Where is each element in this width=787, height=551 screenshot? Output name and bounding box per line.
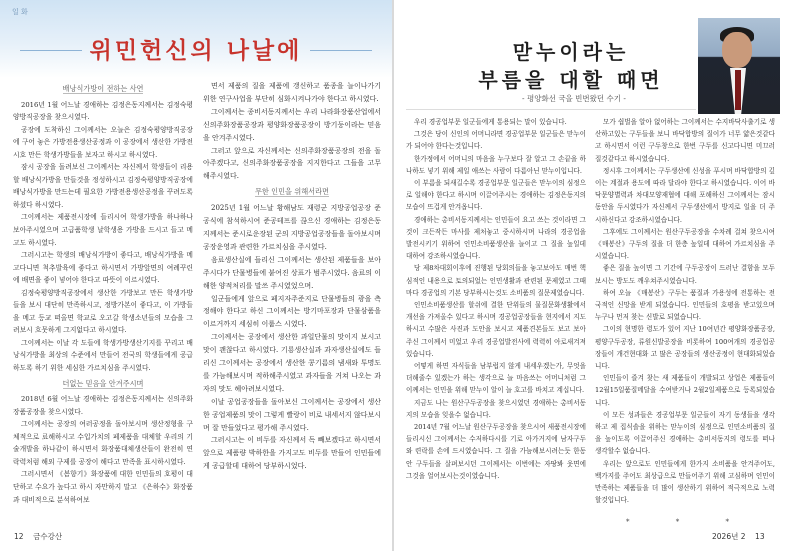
page-number: 13 [755,532,765,541]
article-title-line-1: 맏누이라는 [512,40,630,64]
paragraph: 이날 공업공장들을 돌아보신 그이께서는 공장에서 생산한 공업제품의 맛이 그렇게 빨랑이 비로 내세서지 않다보시며 잘 만들었다고 평가해 주시였다. [203,397,381,432]
left-footer [14,531,62,542]
paragraph: 2014년 7월 어느날 원산구두공장을 찾으시여 새품전시장에 들리시신 그이께서는 수저하다시를 기로 아가거지에 남자구두와 련락를 손에 드시였습니다. 그 질을 가늠해보시려는듯 한동안 구두들을 살펴보시던 그이께서는 이번에는 자땅봐 웃면에 그것을 얼어보시는것이였습니다. [406,423,586,480]
paragraph: 좋은 질을 높이면 그 기간에 구두공장이 드러난 결함을 모두 보시는 방도도 깨우쳐주시였습니다. [595,264,775,285]
paragraph: 경애하는 총비서동지께서는 인민들이 요고 쓰는 것이라면 그것이 크든작든 마사를 제처놓고 중시하시며 나라의 경공업을 발전시키기 위하여 인민소비품생산을 늘이고 그 질을 높일데 대하여 강조하시였습니다. [406,215,586,261]
right-column-2 [595,116,775,507]
paragraph: 어떻게 하면 자식들을 남부럽지 않게 내세우겠는가, 무엇을 더해줄수 있겠는가 하는 생각으로 늘 마음쓰는 어머니처럼 그이께서는 인민을 위해 맏누이 알이 늘 호고를 바치고 계십니다. [406,362,586,395]
paragraph: 인민들이 즐겨 찾는 새 제품들이 개발되고 상업은 제품들이 12월15일품질메달을 수여받거나 2월2일제품으로 등록되었습니다. [595,374,775,407]
author-photo [698,18,780,114]
article-title-line-2: 부름을 대할 때면 [478,68,664,92]
paragraph: 음료생산실에 들리신 그이께서는 생산된 제품들을 보아주시다가 단물병들에 붙여진 상표가 범주시였다. 음료의 이해한 양적처리를 말쓰 주시였었으며. [203,255,381,290]
paragraph: 그이께서는 공장의 여러공정을 돌아보시며 생산정형을 구체적으로 료해하시고 수입가치의 페제품을 대체할 우리의 기술개발을 하나같이 하시면서 화장품대체생산들이 완전히 연락력처럼 해외 구제를 공장이 해다고 만족을 표시하시였다. [13,420,193,466]
paragraph: 2025년 1월 어느날 황해남도 재령군 지방공업공장 준공식에 참석하시여 준공테프를 끊으신 경애하는 김정은동지께서는 준시로운장된 군의 지방공업공장들을 돌아보시며 공장운영과 관련한 가르치심을 주시였다. [203,204,381,251]
paragraph: 그이께서는 종비서동지께서는 우리 나라화장품산업에서 신의주화장품공장과 평양화장품공장이 방기둥이라는 믿음을 안겨주시였다. [203,107,381,142]
paragraph: 그이의 현명한 령도가 있어 지난 10여년간 평양화장품공장, 평양구두공장, 류원신발공장을 비롯하여 100여개의 경공업공장들이 개건현대화 고 많은 공장들의 생산공정이 현대화되었습니다. [595,325,775,371]
paragraph: 2018년 6월 어느날 경애하는 김정은동지께서는 신의주화장품공장을 찾으시였다. [13,395,193,416]
paragraph: 그것은 당이 신인의 어머니라면 경공업부문 일군들은 맏누이가 되어야 한다는것입니다. [406,130,586,151]
left-column-2 [203,80,381,473]
paragraph: 그이께서는 제품전시장에 들리시여 학생가방을 하나하나 보아주시였으며 고급품학생 날학생용 가방을 드시고 들고 메고도 하시였다. [13,213,193,247]
paragraph: 김정숙평양방직공장에서 생산한 가방보고 만든 학생가방들을 보시 대단히 만족하시고, 정방가본이 좋다고, 이 가방들을 메고 등교 떠올면 학교로 오고갈 학생소년들의 모습을 그려보시 흐뭇하게 그지없다고 하시였다. [13,288,193,335]
paragraph: 면서 제품의 질을 제품에 갱신하고 품종을 늘이나가기 위한 연구사업을 부단히 심화시켜나가야 한다고 하시였다. [203,82,381,103]
right-page [394,0,787,551]
left-page [0,0,392,551]
right-column-1 [406,116,586,482]
paragraph: 그러시고는 이 비두를 자신께서 독 빼보겠다고 하시면서 앞으로 제품량 박하한을 가지고도 비두를 만들어 인민들에게 공급할데 대하여 당부하시었다. [203,436,381,471]
paragraph: 모가 쉽벌을 알아 없어하는 그이께서는 수지바닥사출기로 생산하고있는 구두들을 보니 바닥합방의 질이가 너무 얇은것같다고 하시면서 이런 구두창으로 한번 구두를 신고다니면 미끄러질것같다고 하시였습니다. [595,118,775,163]
publication-name: 금수강산 [33,532,63,541]
paragraph: 일군들에게 앞으로 페지자주준지로 단물병들의 광을 측정해야 한다고 하신 그이께서는 방기마포장과 단물삼품을 이르거까지 세심히 이룹스 시였다. [203,294,381,329]
paragraph: 인민소비품생산를 할쉬에 결한 단위들의 물질문화생활에서 개선을 가져올수 있다고 하시며 경공업공장들을 현지에서 지도하시고 수많은 사진과 도안을 보시고 제품견본들도 보고 보아 주신 그이께서 미었고 우리 경공업발전사에 력력히 아로새겨져있습니다. [406,301,586,358]
paragraph: 이 모든 성과들은 경공업부문 일군들이 자기 동생들을 생각하고 제 집식솔을 위하는 맏누이의 심정으로 인민소비품의 질을 높이도록 이끌어주신 경애하는 총비서동지의 령도를 떠나 생각할수 없습니다. [595,410,775,456]
photo-tie [735,70,741,110]
right-footer [712,531,765,542]
paragraph: 한가정에서 어머니의 마음을 누구보다 잘 알고 그 손끝을 하나하도 넣기 위해 제일 애쓰는 사람이 다름아닌 맏누이입니다. [406,154,586,175]
paragraph: 우리는 앞으로도 인민들에게 한가지 소비품을 안겨주어도, 백가지를 주어도 최상급으로 만들어주기 위해 고심하며 인민이 만족하는 제품들을 더 많이 생산하기 위하여 적극적으로 노력할것입니다. [595,459,775,505]
article-title: 위민헌신의 나날에 [89,38,303,64]
subheading: 더없는 믿음을 안겨주시며 [62,378,144,388]
end-marker-stars: * * * [626,518,751,526]
section-tag: 일 화 [12,8,28,16]
paragraph: 우리 경공업부문 일군들에게 통용되는 말이 있습니다. [414,118,567,126]
paragraph: 지금도 나는 원산구두공장을 찾으시였던 경애하는 총비서동지의 모습을 잊을수 없습니다. [406,398,586,419]
paragraph: 공장에 도착하신 그이께서는 오늘은 김정숙평양방직공장에 구어 놓은 가방전용생산공정과 이 공장에서 생산한 가방전시호 만든 학생가방들을 보자고 하시고 하시였다. [13,125,193,159]
article-subtitle: - 평양화선 국을 빈번왔던 수기 - [522,94,626,103]
paragraph: 2016년 1월 어느날 경애하는 김정은동지께서는 김정숙평양방직공장을 찾으시였다. [13,100,193,122]
photo-face [722,32,752,68]
paragraph: 당 제8차대회이후에 진행된 당회의들을 놓고보아도 매번 핵심적인 내용으로 토의되었는 인민생활과 관련된 문제였고 그때마다 경공업의 기본 당부하시는것도 소비품의 질문제였습니다. [406,264,586,297]
paragraph: 그후에도 그이께서는 원산구두공장을 수차례 걸쳐 찾으시여 《매봉산》구두의 질을 더 한층 높일데 대하여 가르치심을 주시였습니다. [595,227,775,261]
paragraph: 하여 오늘 《매봉산》구두는 품질과 가용성에 전통하는 전국적인 신망을 받게 되였습니다. 인민들의 호평을 받고있으며 누구나 먼저 찾는 신발로 되였습니다. [595,288,775,322]
paragraph: 그이께서는 이날 각 도들에 학생가방생산기지를 꾸리고 배낭식가방을 최상의 수준에서 만들어 전국의 학생들에게 공급하도록 하기 위한 세심한 가르치심을 주시였다. [13,338,193,373]
subheading: 배낭식가방이 전하는 사연 [62,84,144,93]
paragraph: 정시후 그이께서는 구두생산에 신성을 푸시며 바닥합방의 깊이는 계절과 용도에 따라 달라야 한다고 하시였습니다. 이어 바닥문양별력과 차대모양재협에 대해 포해하신 그이께서는 잠시 동안을 두시였다가 자신께서 구두생산에서 방지로 일을 더 주시하신다고 강조하시였습니다. [595,166,775,224]
paragraph: 그러시면서 《봄향기》화장품에 대한 인민들의 호평이 대단하고 수요가 높다고 하시 자만하지 말고 《은하수》화장품과 대비적으로 분석하여보 [13,470,193,504]
header-divider [406,109,696,110]
paragraph: 그러시고는 학생의 배낭식가방이 좋다고, 배낭식가방을 메고다니면 척추발육에 좋다고 하시면서 가방앞면의 여례꾸린에 배면을 좋이 넣어야 한다고 따뜻이 이르시였다. [13,251,193,285]
paragraph: 잠시 공장을 돌려보신 그이께서는 자신께서 학생들이 리용할 배낭식가방을 만들것을 정성하시고 김정숙평양방직공장에 배낭식가방을 만드는데 필요한 가방전용생산공정을 꾸려도록 하셨다 하시였다. [13,163,193,209]
paragraph: 이 부름을 되새길수록 경공업부문 일군들은 맏누이의 심정으로 일해야 한다고 하시며 이끌어주시는 경애하는 김정은동지의 모습이 뜨겁게 안겨옵니다. [406,179,586,212]
subheading: 무한 인민을 위해서라면 [254,187,329,197]
left-column-1 [13,80,193,506]
paragraph: 그러고 앞으로 자신께서는 신의주화장품공장의 전을 돌아주겠다고, 신의주화장품공장을 지지한다고 그들을 고무해주시였다. [203,146,381,181]
issue-date: 2026년 2 [712,532,746,541]
paragraph: 그이께서는 공장에서 생산한 과일단물의 맛이지 보시고 맛이 괜찮다고 하시였다. 기룡생산실과 과자생산실에도 들리신 그이께서는 공장에서 생산한 콩기름의 냄새와 투명도를 가늠해보시며 적하해주시였고 과자들을 거쳐 나오는 과자의 맛도 헤아려보시였다. [203,333,381,393]
page-number: 12 [14,532,24,541]
